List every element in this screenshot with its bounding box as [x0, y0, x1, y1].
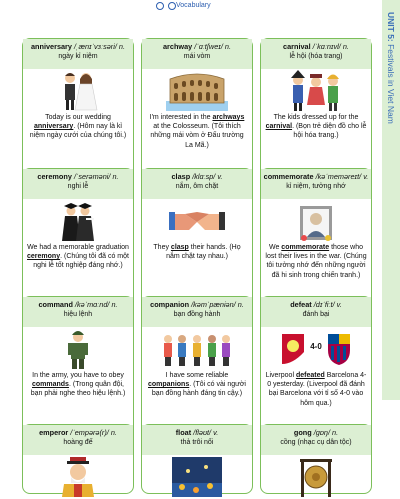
- match-score: 4-0: [310, 342, 322, 351]
- example-translation: (Chúng tôi tưởng nhớ đến những người đã hi sinh trong chiến tranh.): [266, 253, 367, 279]
- unit-side-tab: [382, 0, 400, 400]
- vocab-pos: n.: [112, 172, 119, 181]
- highlighted-word: archways: [212, 114, 245, 121]
- vocab-headword: [23, 172, 133, 181]
- vocab-pos: v.: [213, 428, 219, 437]
- highlighted-word: commands: [32, 381, 69, 389]
- football-crests-icon: [261, 327, 371, 371]
- vocab-pos: v.: [217, 172, 223, 181]
- vocab-ipa: /kəˈmɑːnd/: [74, 300, 110, 309]
- vocab-word: archway: [162, 42, 193, 51]
- example-translation: (Chúng tôi đã có một nghi lễ tốt nghiệp đáng nhớ.): [33, 253, 129, 270]
- example-translation: (Bọn trẻ diện đồ cho lễ hội hóa trang.): [293, 123, 367, 140]
- vocab-pos: n.: [111, 300, 118, 309]
- example-translation: (Trong quân đội, bạn phải nghe theo hiệu lệnh.): [30, 381, 126, 398]
- vocab-card-gong: [260, 424, 372, 494]
- highlighted-word: clasp: [170, 244, 189, 251]
- example-sentence: Liverpool defeated Barcelona 4-0 yesterday. (Liverpool đã đánh bại Barcelona với tỉ số 4-0 vào hôm qua.): [265, 372, 367, 407]
- vocab-card-float: [141, 424, 253, 494]
- example-sentence: We commemorate those who lost their lives in the war. (Chúng tôi tưởng nhớ đến những người đã hi sinh trong chiến tranh.): [265, 244, 367, 279]
- highlighted-word: commemorate: [281, 244, 330, 251]
- card-header: [261, 39, 371, 69]
- card-header: [23, 169, 133, 199]
- vocab-pos: n.: [118, 42, 126, 51]
- section-subtitle: Vocabulary: [176, 2, 211, 9]
- example-sentence: Today is our wedding anniversary. (Hôm nay là kỉ niệm ngày cưới của chúng tôi.): [29, 114, 127, 140]
- unit-name: Festivals in Viet Nam: [386, 41, 396, 124]
- vocab-word: command: [38, 300, 73, 309]
- vocab-headword: [142, 42, 252, 51]
- card-header: [142, 39, 252, 69]
- card-header: [142, 169, 252, 199]
- vocab-meaning: kỉ niệm, tưởng nhớ: [286, 183, 346, 190]
- vocab-meaning: mái vòm: [183, 53, 211, 60]
- example-translation: (Tôi thích những mái vòm ở Đấu trường La Mã.): [150, 123, 244, 149]
- card-header: [23, 39, 133, 69]
- vocab-meaning: ngày kỉ niệm: [58, 53, 98, 60]
- example-sentence: We had a memorable graduation ceremony. (Chúng tôi đã có một nghi lễ tốt nghiệp đáng nhớ.): [27, 244, 129, 270]
- card-header: [261, 297, 371, 327]
- vocab-ipa: /kəmˈpæniən/: [191, 300, 236, 309]
- vocab-word: companion: [150, 300, 190, 309]
- memorial-icon: [261, 199, 371, 243]
- gong-icon: [261, 455, 371, 499]
- emperor-icon: [23, 455, 133, 499]
- example-translation: (Tôi có vài người bạn đồng hành đáng tin cậy.): [151, 381, 246, 398]
- vocab-word: ceremony: [37, 172, 72, 181]
- vocab-ipa: /ɡɒŋ/: [313, 428, 330, 437]
- companions-icon: [142, 327, 252, 371]
- vocab-ipa: /ˈɑːtʃweɪ/: [194, 42, 223, 51]
- vocab-pos: n.: [224, 42, 232, 51]
- highlighted-word: defeated: [295, 372, 325, 379]
- example-translation: (Liverpool đã đánh bại Barcelona với tỉ số 4-0 vào hôm qua.): [268, 381, 365, 407]
- example-sentence: I have some reliable companions. (Tôi có vài người bạn đồng hành đáng tin cậy.): [148, 372, 246, 398]
- highlighted-word: carnival: [265, 123, 293, 131]
- vocab-ipa: /fləʊt/: [193, 428, 212, 437]
- vocab-card-emperor: [22, 424, 134, 494]
- vocab-headword: [142, 172, 252, 181]
- dot-icon: [156, 2, 164, 10]
- card-header: [23, 425, 133, 455]
- vocab-headword: [261, 300, 371, 309]
- vocab-headword: [23, 300, 133, 309]
- vocab-ipa: /kəˈmeməreɪt/: [315, 172, 362, 181]
- costumed-kids-icon: [261, 69, 371, 113]
- vocab-headword: [261, 172, 371, 181]
- floating-lanterns-icon: [142, 455, 252, 499]
- vocab-word: anniversary: [30, 42, 72, 51]
- highlighted-word: anniversary: [34, 123, 74, 131]
- vocab-pos: n.: [237, 300, 244, 309]
- soldier-icon: [23, 327, 133, 371]
- example-sentence: I'm interested in the archways at the Colosseum. (Tôi thích những mái vòm ở Đấu trường La Mã.): [149, 114, 245, 149]
- graduates-icon: [23, 199, 133, 243]
- vocab-meaning: hoàng đế: [63, 439, 93, 446]
- vocab-headword: [261, 42, 371, 51]
- vocab-word: emperor: [39, 428, 69, 437]
- highlighted-word: companions: [148, 381, 190, 389]
- vocab-word: gong: [293, 428, 312, 437]
- dot-icon: [168, 2, 176, 10]
- vocab-headword: [23, 428, 133, 437]
- vocab-meaning: cồng (nhạc cụ dân tộc): [280, 439, 352, 446]
- card-header: [142, 425, 252, 455]
- vocab-word: commemorate: [263, 172, 314, 181]
- vocab-word: carnival: [283, 42, 311, 51]
- vocab-pos: n.: [342, 42, 349, 51]
- vocab-pos: n.: [332, 428, 339, 437]
- highlighted-word: ceremony: [27, 253, 61, 261]
- vocab-ipa: /dɪˈfiːt/: [313, 300, 335, 309]
- vocab-ipa: /ˈserəməni/: [73, 172, 111, 181]
- example-translation: (Họ nắm chặt tay nhau.): [166, 244, 241, 261]
- vocab-headword: [142, 428, 252, 437]
- vocab-headword: [261, 428, 371, 437]
- vocab-headword: [23, 42, 133, 51]
- vocab-ipa: /klɑːsp/: [192, 172, 216, 181]
- vocab-meaning: bạn đồng hành: [173, 311, 221, 318]
- unit-title: [386, 12, 396, 124]
- vocab-pos: v.: [336, 300, 342, 309]
- vocab-meaning: hiệu lệnh: [63, 311, 93, 318]
- colosseum-icon: [142, 69, 252, 113]
- vocab-ipa: /ˈkɑːnɪvl/: [312, 42, 341, 51]
- card-header: [23, 297, 133, 327]
- vocab-meaning: lễ hội (hóa trang): [289, 53, 343, 60]
- vocab-meaning: thả trôi nổi: [180, 439, 214, 446]
- example-sentence: In the army, you have to obey commands. (Trong quân đội, bạn phải nghe theo hiệu lệnh.): [30, 372, 126, 398]
- vocab-pos: n.: [110, 428, 117, 437]
- header-dots: [156, 2, 176, 10]
- example-sentence: They clasp their hands. (Họ nắm chặt tay nhau.): [153, 244, 241, 261]
- vocab-word: defeat: [290, 300, 312, 309]
- vocab-word: clasp: [171, 172, 191, 181]
- card-header: [261, 425, 371, 455]
- page-header: [0, 0, 372, 22]
- vocab-headword: [142, 300, 252, 309]
- vocab-meaning: nghi lễ: [67, 183, 89, 190]
- example-translation: (Hôm nay là kỉ niệm ngày cưới của chúng tôi.): [29, 123, 127, 140]
- vocab-word: float: [175, 428, 192, 437]
- vocab-meaning: nắm, ôm chặt: [175, 183, 219, 190]
- unit-label: UNIT 5:: [386, 12, 396, 42]
- vocab-pos: v.: [363, 172, 369, 181]
- vocab-ipa: /ˈempərə(r)/: [70, 428, 109, 437]
- handshake-icon: [142, 199, 252, 243]
- card-header: [261, 169, 371, 199]
- wedding-couple-icon: [23, 69, 133, 113]
- vocab-meaning: đánh bại: [302, 311, 330, 318]
- example-sentence: The kids dressed up for the carnival. (Bọn trẻ diện đồ cho lễ hội hóa trang.): [265, 114, 367, 140]
- vocab-ipa: /ˌænɪˈvɜːsəri/: [74, 42, 117, 51]
- card-header: [142, 297, 252, 327]
